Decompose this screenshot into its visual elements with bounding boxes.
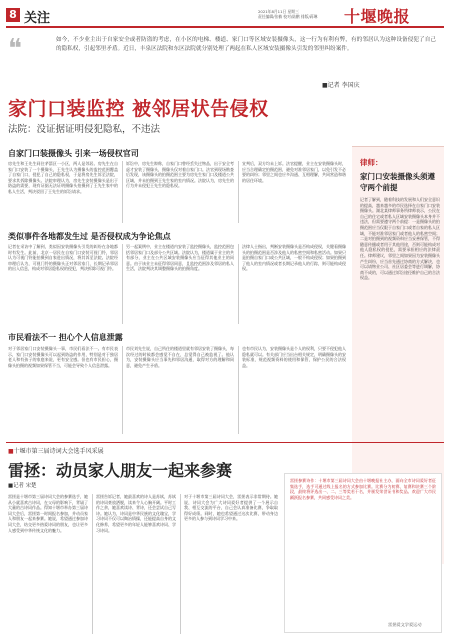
section-3-col-2: 市民刘先生说，自己所住的楼道里就有邻居安装了摄像头，每次经过的时候都会感觉不自在，总觉得自己被监视了。他认为，安装摄像头应当事先和邻居沟通，取得对方的理解和同意，避免产生矛盾。 — [126, 346, 234, 368]
issue-meta — [258, 9, 340, 19]
column-rule — [92, 494, 93, 634]
lawyer-box-title: 家门口安装摄像头须遵守两个前提 — [360, 172, 435, 192]
article-2-poem-text: 雷拯参赛诗作：十堰市第三届诗词大会由十堰晚报社主办，面向全市诗词爱好者征集选手，选手可通过线上报名的方式参加比赛。比赛分为初赛、复赛和决赛三个阶段，最终将评选出一、二、三等奖若干名，并颁发荣誉证书和奖品。欢迎广大市民踊跃报名参赛，共同感受诗词之美。 — [290, 478, 436, 500]
article-2-col-1: 雷拯是十堰市第三届诗词大会的参赛选手，她从小就喜欢古诗词，在父母的影响下，背诵了大量的古诗词作品。得知十堰市举办第三届诗词大会后，雷拯第一时间报名参加，并动员家人和朋友一起来参赛。她说，希望通过参加诗词大会，结交更多热爱诗词的朋友，也让更多人感受到中华传统文化的魅力。 — [8, 494, 88, 533]
section-2-col-1: 记者在采访中了解到，类似因安装摄像头引发的纠纷在各地都时有发生。此前，北京一居民在自家门口安装可视门铃，邻居认为可视门铃能拍摄到自家进出情况，将其诉至法院。法院经审理后认为，可视门铃的摄像头正对邻居家门，长期记录邻居的出入信息，构成对邻居隐私权的侵犯，判决拆除可视门铃。 — [8, 244, 118, 272]
section-3-col-3: 也有市民认为，安装摄像头是个人的权利，只要不侵犯他人隐私就可以。有关部门应当出台相关规定，明确摄像头的安装标准，规范视频资料的使用和保管，保护公民的合法权益。 — [242, 346, 346, 368]
newspaper-logo: 十堰晚报 — [344, 7, 411, 26]
column-rule — [180, 494, 181, 634]
section-1-col-3: 宣判后，双方均未上诉。法官提醒，业主在安装摄像头时，应当合理确定拍摄范围，避免对准邻居家门，以免引发不必要的纠纷；邻里之间也应多沟通、互相理解，共同营造和谐的居住环境。 — [242, 161, 346, 183]
column-rule — [122, 161, 123, 223]
main-subhead: 法院：没证据证明侵犯隐私，不违法 — [8, 124, 161, 135]
section-2-col-3: 法律人士指出，判断安装摄像头是否构成侵权，关键看摄像头的拍摄范围是否涉及他人的私密空间和私密活动。如果只是拍摄自家门口或公共区域，一般不构成侵权；如果拍摄到了他人的室内情况或者长期记录他人的行踪，则可能构成侵权。 — [242, 244, 346, 272]
issue-date: 2021年8月11日 星期三 — [258, 9, 299, 14]
article-2-kicker — [8, 446, 104, 455]
photo-caption: 雷拯爱文学爱运动 — [388, 622, 422, 627]
article-2-col-2: 雷拯告诉记者，她最喜欢的诗人是苏轼，苏轼的诗词豪放洒脱，读来令人心胸开阔。平时工作之余，她喜欢读诗、背诗，还会尝试自己写诗。她认为，诗词是中华民族的文化瑰宝，学习诗词不仅可以陶冶情操，还能提高自身的文化修养，希望更多的年轻人能够喜欢诗词、学习诗词。 — [96, 494, 176, 533]
column-rule — [238, 244, 239, 324]
page-number-badge: 8 — [6, 8, 20, 22]
article-divider — [6, 442, 444, 443]
section-3-col-1: 对于邻居家门口安装摄像头一事，市民们看法不一。有市民表示，家门口安装摄像头可以起到防盗的作用，特别是对于独居老人和有孩子的家庭来说，更有安全感。但也有市民担心，摄像头拍摄的视频如果保管不当，可能会导致个人信息泄露。 — [8, 346, 118, 368]
section-1-col-2: 诉讼中，房先生辩称，自家门口曾经丢失过物品，出于安全考虑才安装了摄像头，摄像头仅对着自家门口。法官到现场勘查后发现，该摄像头的拍摄范围主要为房先生家门口及楼道公共区域，并未拍摄到王先生家的室内情况。法院认为，房先生的行为并未侵犯王先生的隐私权。 — [126, 161, 234, 189]
column-rule — [238, 161, 239, 223]
column-rule — [238, 346, 239, 434]
issue-editors: 责任编辑/张楠 校对/陆鹏 排版/蒋琳 — [258, 14, 318, 19]
lawyer-label: 律师： — [360, 158, 383, 167]
header-divider — [6, 26, 444, 28]
editorial-intro: 如今，不少业主出于自家安全或者防盗的考虑，在小区的电梯、楼道、家门口等区域安装摄像头，这一行为有利有弊，有的邻居认为这种设备侵犯了自己的隐私权，引起邻里矛盾。近日，丰泉区法院和东区法院就分别处理了两起在私人区域安装摄像头引发的邻里纠纷案件。 — [56, 37, 436, 52]
main-headline: 家门口装监控 被邻居状告侵权 — [8, 98, 269, 120]
quote-mark-icon: ❝ — [8, 34, 22, 64]
article-2-headline: 雷拯：动员家人朋友一起来参赛 — [8, 461, 233, 480]
column-rule — [122, 346, 123, 434]
section-2-title: 类似事件各地都发生过 是否侵权成为争论焦点 — [8, 232, 171, 241]
section-1-title: 自家门口装摄像头 引来一场侵权官司 — [8, 149, 139, 158]
article-2-kicker-text: 十堰市第三届诗词大会选手风采展 — [13, 448, 104, 455]
column-rule — [122, 244, 123, 324]
article-2-byline: ■记者 宋楚 — [8, 483, 37, 489]
article-byline: ■记者 李国庆 — [322, 82, 360, 89]
section-title: 关注 — [24, 11, 51, 26]
article-2-col-3: 对于十堰市第三届诗词大会，雷拯表示非常期待。她说，诗词大会为广大诗词爱好者提供了一个展示自我、相互交流的平台，自己会认真准备比赛，争取取得好成绩。同时，她也希望通过这次比赛，带动身边更多的人参与到诗词学习中来。 — [184, 494, 278, 522]
section-3-title: 市民看法不一 担心个人信息泄露 — [8, 333, 123, 342]
kicker-square-icon: ■ — [8, 448, 14, 455]
lawyer-box-text: 记者了解到，随着科技的发展和人们安全意识的提高，越来越多的市民选择在自家门口安装摄像头。湖北某律师事务所律师表示，公民在自己的住宅或者私人区域安装摄像头本身并不违法，但需要遵守两个前提：一是摄像头的拍摄范围应当仅限于自家门口或者自家的私人区域，不能对准邻居家门或者他人的私密空间；二是对拍摄到的视频资料应当妥善保管，不得随意传播或者用于其他用途，否则可能构成对他人隐私权的侵犯，需要承担相应的法律责任。律师建议，邻里之间如果因为安装摄像头产生纠纷，应当首先通过协商的方式解决，也可以请物业公司、社区居委会等进行调解，协商不成的，可以通过诉讼途径维护自己的合法权益。 — [360, 197, 440, 281]
section-1-col-1: 房先生和王先生同住茅箭区一小区，两人是邻居。房先生在自家门口安装了一个摄像头，王先生认为摄像头的监控范围覆盖了自家门口，侵犯了自己的隐私权，于是将房先生诉至法院，要求其拆除摄像头。法院审理认为，房先生安装摄像头是出于防盗的需要，现有证据无法证明摄像头拍摄到了王先生家中的私人生活，判决驳回了王先生的诉讼请求。 — [8, 161, 118, 194]
section-2-col-2: 另一起案例中，业主在楼道内安装了监控摄像头，监控范围包括邻居家门口及部分公共区域。法院认为，楼道属于业主的共有部分，业主在公共区域安装摄像头应当征得其他业主的同意。由于该业主未征得邻居同意，且监控范围涉及邻居的私人生活，法院判决其调整摄像头的拍摄角度。 — [126, 244, 234, 272]
